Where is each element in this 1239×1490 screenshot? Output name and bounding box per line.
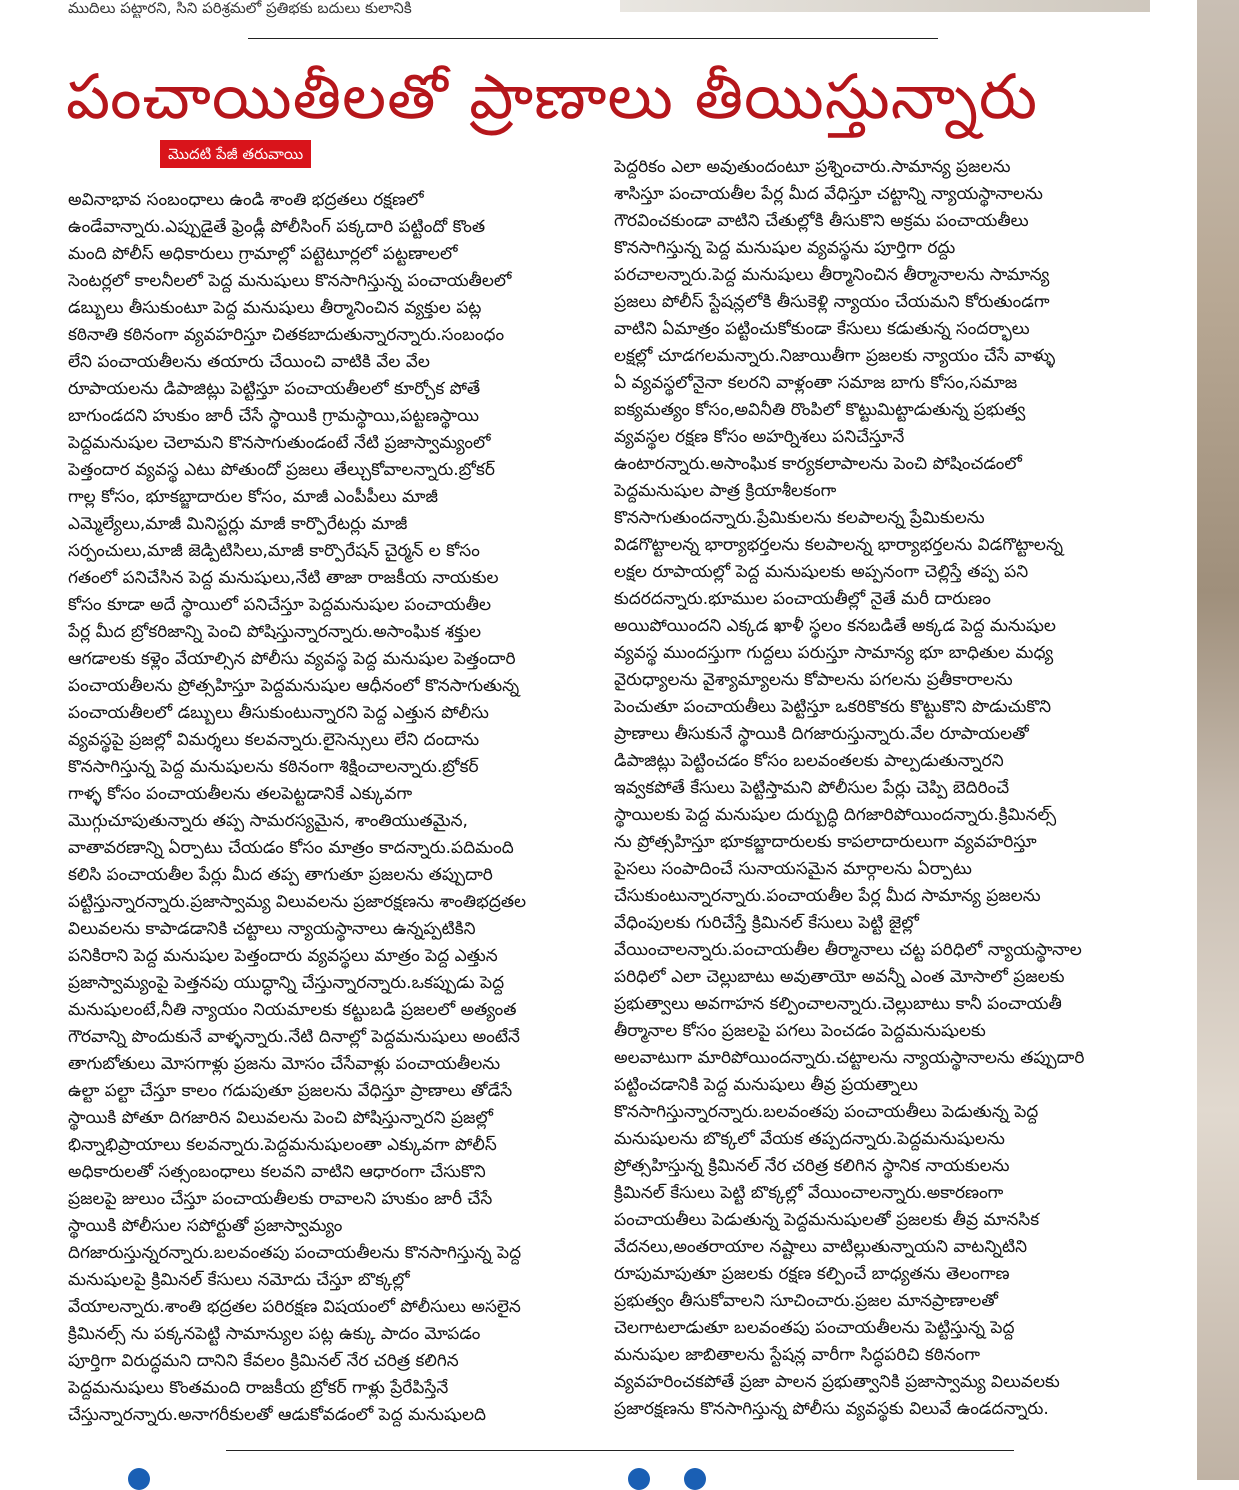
article-text-line: క్రిమినల్స్ ను పక్కనపెట్టి సామాన్యుల పట్ల ఉక్కు పాదం మోపడం — [68, 1324, 481, 1344]
page-marker-dot — [628, 1468, 650, 1490]
article-text-line: వైరుధ్యాలను వైశ్యామ్యాలను కోపాలను పగలను ప్రతీకారాలను — [614, 670, 1013, 690]
article-text-line: మనుషులంటే,నీతి న్యాయం నియమాలకు కట్టుబడి ప్రజలలో అత్యంత — [68, 1000, 517, 1020]
article-text-line: స్థాయిలకు పెద్ద మనుషుల దుర్బుద్ధి దిగజారిపోయిందన్నారు.క్రిమినల్స్ — [614, 805, 1057, 825]
article-text-line: ప్రోత్సహిస్తున్న క్రిమినల్ నేర చరిత్ర కలిగిన స్థానిక నాయకులను — [614, 1156, 1010, 1176]
article-text-line: పేర్ల మీద బ్రోకరిజాన్ని పెంచి పోషిస్తున్నారన్నారు.అసాంఘిక శక్తుల — [68, 622, 482, 642]
article-text-line: ప్రజారక్షణను కొనసాగిస్తున్న పోలీసు వ్యవస్థకు విలువే ఉండదన్నారు. — [614, 1399, 1049, 1419]
article-text-line: పెద్దమనుషుల పాత్ర క్రియాశీలకంగా — [614, 481, 837, 501]
article-text-line: లక్షల రూపాయల్లో పెద్ద మనుషులకు అప్పనంగా చెల్లిస్తే తప్ప పని — [614, 562, 1029, 582]
article-text-line: పరచాలన్నారు.పెద్ద మనుషులు తీర్మానించిన తీర్మానాలను సామాన్య — [614, 265, 1050, 285]
article-text-line: శాసిస్తూ పంచాయతీల పేర్ల మీద వేధిస్తూ చట్టాన్ని న్యాయస్థానాలను — [614, 184, 1043, 204]
article-text-line: పెద్దరికం ఎలా అవుతుందంటూ ప్రశ్నించారు.సామాన్య ప్రజలను — [614, 157, 1011, 177]
article-text-line: ప్రజాస్వామ్యంపై పెత్తనపు యుద్ధాన్ని చేస్తున్నారన్నారు.ఒకప్పుడు పెద్ద — [68, 973, 505, 993]
article-text-line: ప్రభుత్వం తీసుకోవాలని సూచించారు.ప్రజల మానప్రాణాలతో — [614, 1291, 998, 1311]
article-text-line: మనుషుల జాబితాలను స్టేషన్ల వారీగా సిద్ధపరిచి కఠినంగా — [614, 1345, 981, 1365]
article-text-line: బాగుండదని హుకుం జారీ చేసే స్థాయికి గ్రామస్థాయి,పట్టణస్థాయి — [68, 406, 479, 426]
article-text-line: గాల్ల కోసం, భూకబ్జాదారుల కోసం, మాజీ ఎంపీపీలు మాజీ — [68, 487, 438, 507]
article-text-line: ఉల్టా పల్టా చేస్తూ కాలం గడుపుతూ ప్రజలను వేధిస్తూ ప్రాణాలు తోడేసే — [68, 1081, 513, 1101]
article-text-line: కొనసాగుతుందన్నారు.ప్రేమికులను కలపాలన్న ప్రేమికులను — [614, 508, 985, 528]
article-text-line: వ్యవస్థల రక్షణ కోసం అహర్నిశలు పనిచేస్తూనే — [614, 427, 905, 447]
article-text-line: ప్రభుత్వాలు అవగాహన కల్పించాలన్నారు.చెల్లుబాటు కానీ పంచాయతీ — [614, 994, 1062, 1014]
article-text-line: గౌరవాన్ని పొందుకునే వాళ్ళన్నారు.నేటి దినాల్లో పెద్దమనుషులు అంటేనే — [68, 1027, 520, 1047]
article-text-line: వ్యవస్థపై ప్రజల్లో విమర్శలు కలవన్నారు.లైసెన్సులు లేని దందాను — [68, 730, 480, 750]
previous-article-line: ముదిలు పట్టారని, సిని పరిశ్రమలో ప్రతిభకు బదులు కులానికి — [68, 0, 412, 17]
article-text-line: ఎమ్మెల్యేలు,మాజీ మినిస్టర్లు మాజీ కార్పొరేటర్లు మాజీ — [68, 514, 408, 534]
page-marker-dot — [128, 1468, 150, 1490]
article-text-line: వేయాలన్నారు.శాంతి భద్రతల పరిరక్షణ విషయంలో పోలీసులు అసలైన — [68, 1297, 521, 1317]
article-text-line: తాగుబోతులు మోసగాళ్లు ప్రజను మోసం చేసేవాళ్లు పంచాయతీలను — [68, 1054, 501, 1074]
article-text-line: కొనసాగిస్తున్నారన్నారు.బలవంతపు పంచాయతీలు పెడుతున్న పెద్ద — [614, 1102, 1039, 1122]
article-text-line: వాటిని ఏమాత్రం పట్టించుకోకుండా కేసులు కడుతున్న సందర్భాలు — [614, 319, 1030, 339]
article-text-line: డబ్బులు తీసుకుంటూ పెద్ద మనుషులు తీర్మానించిన వ్యక్తుల పట్ల — [68, 298, 482, 318]
article-text-line: గాళ్ళ కోసం పంచాయతీలను తలపెట్టడానికే ఎక్కువగా — [68, 784, 413, 804]
article-text-line: లేని పంచాయతీలను తయారు చేయించి వాటికి వేల వేల — [68, 352, 430, 372]
article-text-line: కొనసాగిస్తున్న పెద్ద మనుషుల వ్యవస్థను పూర్తిగా రద్దు — [614, 238, 956, 258]
article-text-line: లక్షల్లో చూడగలమన్నారు.నిజాయితీగా ప్రజలకు న్యాయం చేసే వాళ్ళు — [614, 346, 1056, 366]
article-text-line: మొగ్గుచూపుతున్నారు తప్ప సామరస్యమైన, శాంతియుతమైన, — [68, 811, 468, 831]
article-text-line: పెత్తందార వ్యవస్థ ఎటు పోతుందో ప్రజలు తేల్చుకోవాలన్నారు.బ్రోకర్ — [68, 460, 495, 480]
article-text-line: ప్రజలపై జులుం చేస్తూ పంచాయతీలకు రావాలని హుకుం జారీ చేసే — [68, 1189, 493, 1209]
article-text-line: అవినాభావ సంబంధాలు ఉండి శాంతి భద్రతలు రక్షణలో — [68, 190, 424, 210]
article-text-line: మనుషులను బొక్కలో వేయక తప్పదన్నారు.పెద్దమనుషులను — [614, 1129, 1005, 1149]
article-text-line: గతంలో పనిచేసిన పెద్ద మనుషులు,నేటి తాజా రాజకీయ నాయకుల — [68, 568, 499, 588]
article-text-line: ఇవ్వకపోతే కేసులు పెట్టిస్తామని పోలీసుల పేర్లు చెప్పి బెదిరించే — [614, 778, 1010, 798]
article-text-line: ఆగడాలకు కళ్లెం వేయాల్సిన పోలీసు వ్యవస్థ పెద్ద మనుషుల పెత్తందారి — [68, 649, 516, 669]
article-text-line: మనుషులపై క్రిమినల్ కేసులు నమోదు చేస్తూ బొక్కల్లో — [68, 1270, 410, 1290]
article-text-line: పెద్దమనుషుల చెలామని కొనసాగుతుండంటే నేటి ప్రజాస్వామ్యంలో — [68, 433, 491, 453]
divider-bottom — [226, 1450, 1014, 1451]
article-text-line: కఠినాతి కఠినంగా వ్యవహరిస్తూ చితకబాదుతున్నారన్నారు.సంబంధం — [68, 325, 505, 345]
article-text-line: వేదనలు,అంతరాయాల నష్టాలు వాటిల్లుతున్నాయని వాటన్నిటిని — [614, 1237, 1028, 1257]
article-text-line: చేసుకుంటున్నారన్నారు.పంచాయతీల పేర్ల మీద సామాన్య ప్రజలను — [614, 886, 1041, 906]
article-text-line: ఏ వ్యవస్థలోనైనా కలరని వాళ్లంతా సమాజ బాగు కోసం,సమాజ — [614, 373, 1018, 393]
article-text-line: వాతావరణాన్ని ఏర్పాటు చేయడం కోసం మాత్రం కాదన్నారు.పదిమంది — [68, 838, 514, 858]
article-text-line: స్థాయికి పోలీసుల సపోర్టుతో ప్రజాస్వామ్యం — [68, 1216, 343, 1236]
photo-edge-right — [1197, 0, 1239, 1480]
article-text-line: వ్యవహరించకపోతే ప్రజా పాలన ప్రభుత్వానికి ప్రజాస్వామ్య విలువలకు — [614, 1372, 1060, 1392]
article-text-line: ప్రజలు పోలీస్ స్టేషన్లలోకి తీసుకెళ్లి న్యాయం చేయమని కోరుతుండగా — [614, 292, 1050, 312]
article-text-line: పూర్తిగా విరుద్ధమని దానిని కేవలం క్రిమినల్ నేర చరిత్ర కలిగిన — [68, 1351, 459, 1371]
photo-strip-top — [620, 0, 1150, 12]
article-text-line: వేధింపులకు గురిచేస్తే క్రిమినల్ కేసులు పెట్టి జైల్లో — [614, 913, 919, 933]
article-text-line: అలవాటుగా మారిపోయిందన్నారు.చట్టాలను న్యాయస్థానాలను తప్పుదారి — [614, 1048, 1085, 1068]
article-text-line: విలువలను కాపాడడానికి చట్టాలు న్యాయస్థానాలు ఉన్నప్పటికిని — [68, 919, 476, 939]
article-text-line: కోసం కూడా అదే స్థాయిలో పనిచేస్తూ పెద్దమనుషుల పంచాయతీల — [68, 595, 491, 615]
continued-from-front-page-badge: మొదటి పేజీ తరువాయి — [160, 140, 311, 168]
article-text-line: క్రిమినల్ కేసులు పెట్టి బొక్కల్లో వేయించాలన్నారు.అకారణంగా — [614, 1183, 1004, 1203]
article-text-line: కుదరదన్నారు.భూముల పంచాయతీల్లో నైతే మరీ దారుణం — [614, 589, 991, 609]
article-text-line: పట్టిస్తున్నారన్నారు.ప్రజాస్వామ్య విలువలను ప్రజారక్షణను శాంతిభద్రతల — [68, 892, 527, 912]
article-text-line: ను ప్రోత్సహిస్తూ భూకబ్జాదారులకు కాపలాదారులుగా వ్యవహరిస్తూ — [614, 832, 1037, 852]
article-text-line: స్థాయికి పోతూ దిగజారిన విలువలను పెంచి పోషిస్తున్నారని ప్రజల్లో — [68, 1108, 493, 1128]
article-text-line: చెలగాటలాడుతూ బలవంతపు పంచాయతీలను పెట్టిస్తున్న పెద్ద — [614, 1318, 1015, 1338]
article-text-line: పెంచుతూ పంచాయతీలు పెట్టిస్తూ ఒకరికొకరు కొట్టుకొని పొడుచుకొని — [614, 697, 1052, 717]
divider-top — [248, 38, 938, 39]
article-column-left — [68, 187, 590, 1429]
article-text-line: దిగజారుస్తున్నరన్నారు.బలవంతపు పంచాయతీలను కొనసాగిస్తున్న పెద్ద — [68, 1243, 522, 1263]
article-text-line: పట్టించడానికి పెద్ద మనుషులు తీవ్ర ప్రయత్నాలు — [614, 1075, 918, 1095]
article-text-line: వ్యవస్థ ముందస్తుగా గుద్దలు పరుస్తూ సామాన్య భూ బాధితుల మధ్య — [614, 643, 1054, 663]
article-text-line: భిన్నాభిప్రాయాలు కలవన్నారు.పెద్దమనుషులంతా ఎక్కువగా పోలీస్ — [68, 1135, 497, 1155]
article-text-line: రూపుమాపుతూ ప్రజలకు రక్షణ కల్పించే బాధ్యతను తెలంగాణ — [614, 1264, 1010, 1284]
article-text-line: ఉంటారన్నారు.అసాంఘిక కార్యకలాపాలను పెంచి పోషించడంలో — [614, 454, 1022, 474]
page-marker-dot — [684, 1468, 706, 1490]
article-text-line: పరిధిలో ఎలా చెల్లుబాటు అవుతాయో అవన్నీ ఎంత మోసాలో ప్రజలకు — [614, 967, 1065, 987]
article-text-line: విడగొట్టాలన్న భార్యాభర్తలను కలపాలన్న భార్యాభర్తలను విడగొట్టాలన్న — [614, 535, 1063, 555]
article-text-line: పంచాయతీలను ప్రోత్సహిస్తూ పెద్దమనుషుల ఆధీనంలో కొనసాగుతున్న — [68, 676, 520, 696]
article-column-right — [614, 154, 1142, 1423]
article-text-line: అయిపోయిందని ఎక్కడ ఖాళీ స్థలం కనబడితే అక్కడ పెద్ద మనుషుల — [614, 616, 1056, 636]
article-text-line: గౌరవించకుండా వాటిని చేతుల్లోకి తీసుకొని అక్రమ పంచాయతీలు — [614, 211, 1029, 231]
article-text-line: చేస్తున్నారన్నారు.అనాగరీకులతో ఆడుకోవడంలో పెద్ద మనుషులది — [68, 1405, 487, 1425]
article-text-line: సెంటర్లలో కాలనీలలో పెద్ద మనుషులు కొనసాగిస్తున్న పంచాయతీలలో — [68, 271, 512, 291]
article-text-line: డిపాజిట్లు పెట్టించడం కోసం బలవంతలకు పాల్పడుతున్నారని — [614, 751, 1004, 771]
article-text-line: తీర్మానాల కోసం ప్రజలపై పగలు పెంచడం పెద్దమనుషులకు — [614, 1021, 986, 1041]
article-text-line: ఉండేవాన్నారు.ఎప్పుడైతే ఫ్రెండ్లీ పోలీసింగ్ పక్కదారి పట్టిందో కొంత — [68, 217, 486, 237]
article-text-line: పనికిరాని పెద్ద మనుషుల పెత్తందారు వ్యవస్థలు మాత్రం పెద్ద ఎత్తున — [68, 946, 498, 966]
article-text-line: అధికారులతో సత్సంబంధాలు కలవని వాటిని ఆధారంగా చేసుకొని — [68, 1162, 486, 1182]
article-text-line: సర్పంచులు,మాజీ జెడ్పిటిసిలు,మాజీ కార్పొరేషన్ చైర్మన్ ల కోసం — [68, 541, 480, 561]
article-text-line: పెద్దమనుషులు కొంతమంది రాజకీయ బ్రోకర్ గాళ్లు ప్రేరేపిస్తేనే — [68, 1378, 449, 1398]
article-text-line: కొనసాగిస్తున్న పెద్ద మనుషులను కఠినంగా శిక్షించాలన్నారు.బ్రోకర్ — [68, 757, 479, 777]
article-text-line: కలిసి పంచాయతీల పేర్లు మీద తప్ప తాగుతూ ప్రజలను తప్పుదారి — [68, 865, 493, 885]
article-headline: పంచాయితీలతో ప్రాణాలు తీయిస్తున్నారు — [66, 60, 1039, 133]
article-text-line: ప్రాణాలు తీసుకునే స్థాయికి దిగజారుస్తున్నారు.వేల రూపాయలతో — [614, 724, 1029, 744]
article-text-line: పంచాయతీలు పెడుతున్న పెద్దమనుషులతో ప్రజలకు తీవ్ర మానసిక — [614, 1210, 1040, 1230]
article-text-line: పంచాయతీలలో డబ్బులు తీసుకుంటున్నారని పెద్ద ఎత్తున పోలీసు — [68, 703, 489, 723]
article-text-line: మంది పోలీస్ అధికారులు గ్రామాల్లో పట్టెటూర్లలో పట్టణాలలో — [68, 244, 458, 264]
article-text-line: రూపాయలను డిపాజిట్లు పెట్టిస్తూ పంచాయతీలలో కూర్చోక పోతే — [68, 379, 481, 399]
article-text-line: ఐక్యమత్యం కోసం,అవినీతి రొంపిలో కొట్టుమిట్టాడుతున్న ప్రభుత్వ — [614, 400, 1026, 420]
article-text-line: వేయించాలన్నారు.పంచాయతీల తీర్మానాలు చట్ట పరిధిలో న్యాయస్థానాల — [614, 940, 1082, 960]
article-text-line: పైసలు సంపాదించే సునాయసమైన మార్గాలను ఏర్పాటు — [614, 859, 972, 879]
